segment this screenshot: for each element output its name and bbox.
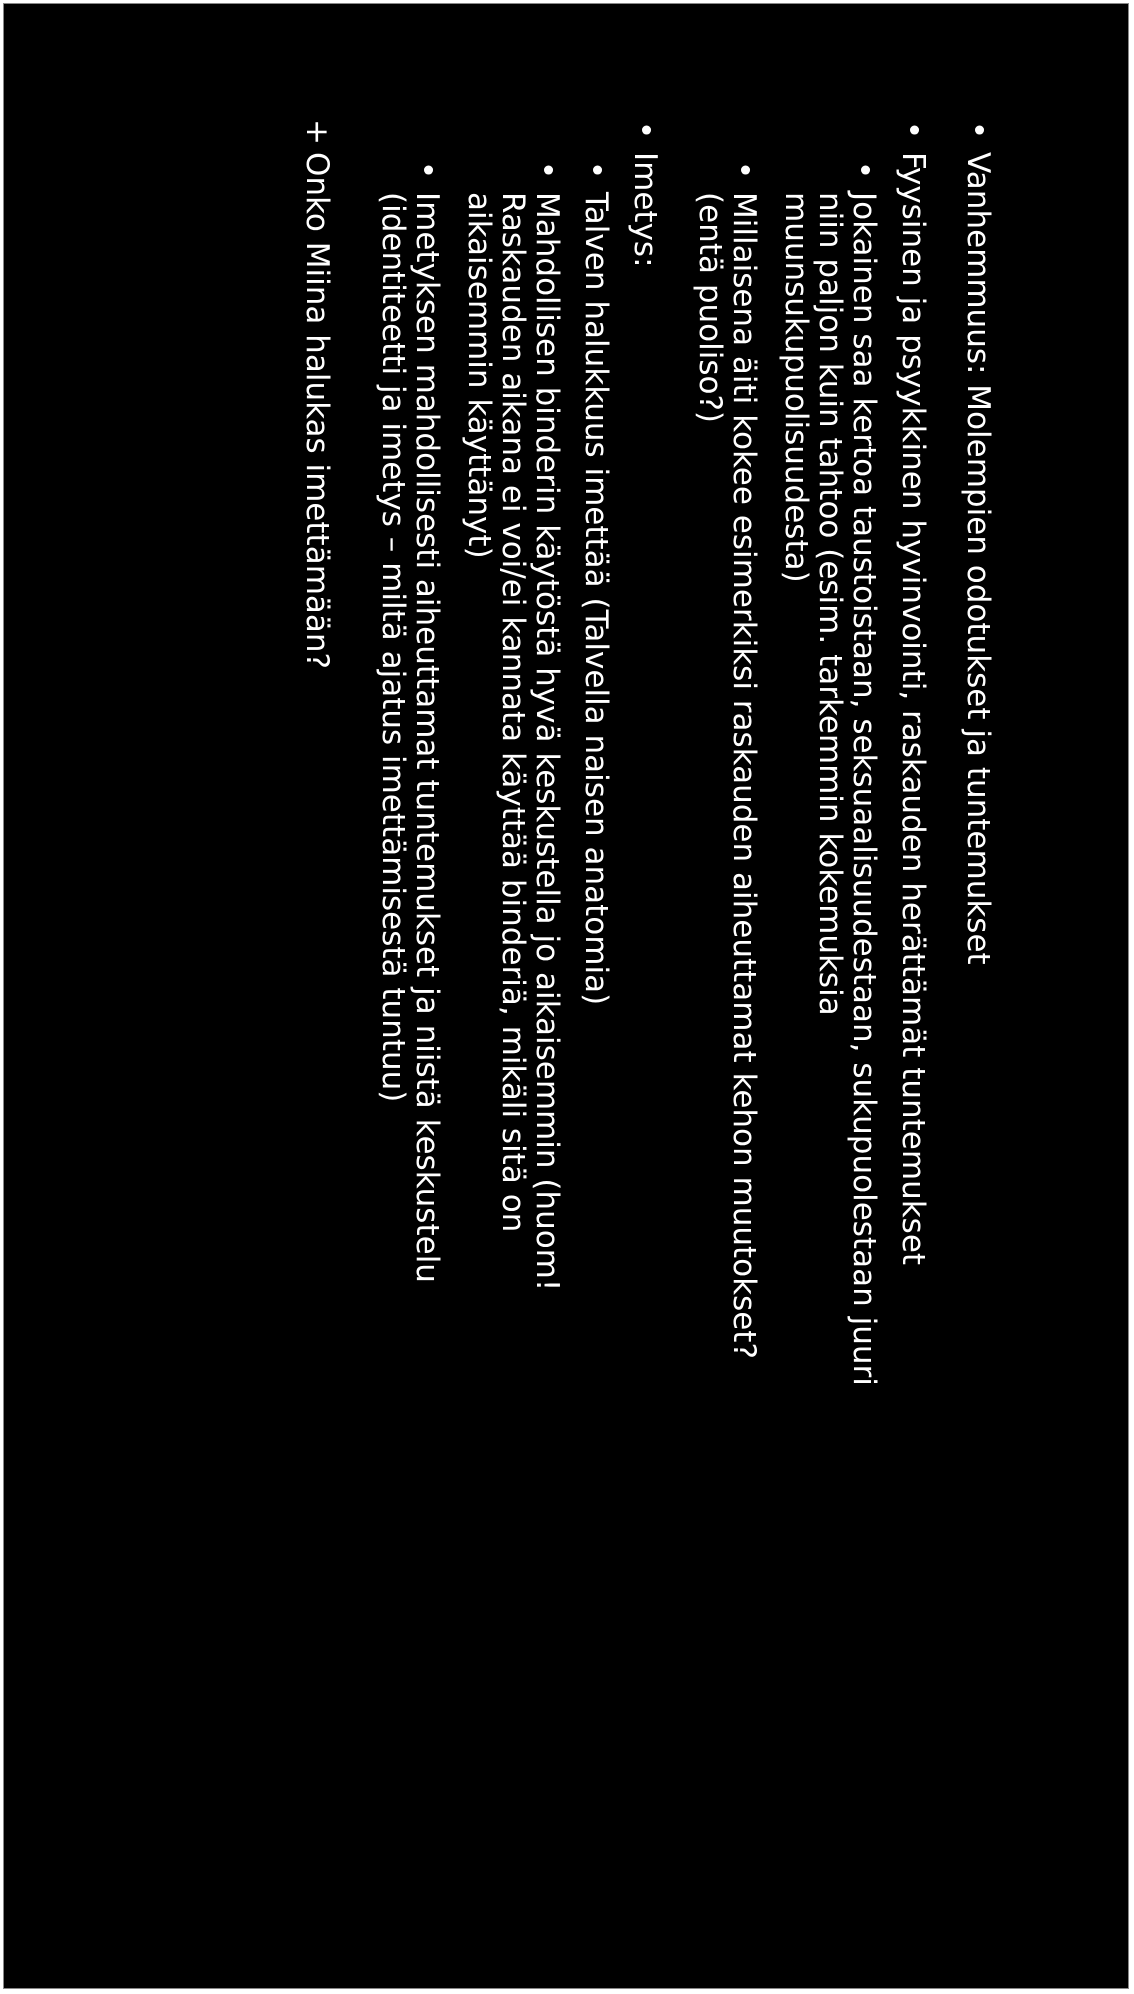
- bullet-text-line: Jokainen saa kertoa taustoistaan, seksuaalisuudestaan, sukupuolestaan juuri: [846, 192, 882, 1386]
- sub-bullet-item-body-changes: [692, 160, 762, 1930]
- bullet-text-line: Millaisena äiti kokee esimerkiksi raskauden aiheuttamat kehon muutokset?: [726, 192, 762, 1359]
- bullet-text-line: muunsukupuolisuudesta): [778, 192, 814, 583]
- bullet-marker: •: [726, 160, 762, 180]
- bullet-item-parenthood: [960, 120, 996, 1930]
- slide-frame: [3, 3, 1129, 1989]
- bullet-text: Imetys:: [627, 152, 663, 268]
- plus-item-miina: [299, 119, 335, 1930]
- bullet-text: Onko Miina halukas imettämään?: [299, 152, 335, 669]
- bullet-text-line: Imetyksen mahdollisesti aiheuttamat tuntemukset ja niistä keskustelu: [409, 192, 445, 1283]
- bullet-text-line: (entä puoliso?): [692, 192, 728, 424]
- bullet-item-breastfeeding: [627, 120, 663, 1930]
- bullet-text-line: Mahdollisen binderin käytöstä hyvä keskustella jo aikaisemmin (huom!: [529, 192, 565, 1292]
- bullet-text: Vanhemmuus: Molempien odotukset ja tuntemukset: [960, 152, 996, 965]
- bullet-marker: •: [627, 120, 663, 140]
- bullet-marker: •: [409, 160, 445, 180]
- plus-marker: +: [299, 119, 335, 145]
- bullet-marker: •: [529, 160, 565, 180]
- bullet-text: Talven halukkuus imettää (Talvella naisen anatomia): [578, 192, 614, 1006]
- sub-bullet-item-willingness: [578, 160, 614, 1930]
- bullet-text-line: Raskauden aikana ei voi/ei kannata käyttää binderiä, mikäli sitä on: [495, 192, 531, 1233]
- bullet-marker: •: [960, 120, 996, 140]
- bullet-text: Fyysinen ja psyykkinen hyvinvointi, raskauden herättämät tuntemukset: [895, 152, 931, 1266]
- sub-bullet-item-feelings: [375, 160, 445, 1930]
- bullet-item-wellbeing: [895, 120, 931, 1930]
- bullet-marker: •: [578, 160, 614, 180]
- sub-bullet-item-binder: [461, 160, 565, 1930]
- sub-bullet-item-background: [778, 160, 882, 1930]
- slide-content: [4, 4, 1129, 1989]
- bullet-text-line: niin paljon kuin tahtoo (esim. tarkemmin kokemuksia: [812, 192, 848, 1016]
- bullet-marker: •: [846, 160, 882, 180]
- bullet-text-line: aikaisemmin käyttänyt): [461, 192, 497, 559]
- bullet-marker: •: [895, 120, 931, 140]
- bullet-text-line: (identiteetti ja imetys – miltä ajatus imettämisestä tuntuu): [375, 192, 411, 1103]
